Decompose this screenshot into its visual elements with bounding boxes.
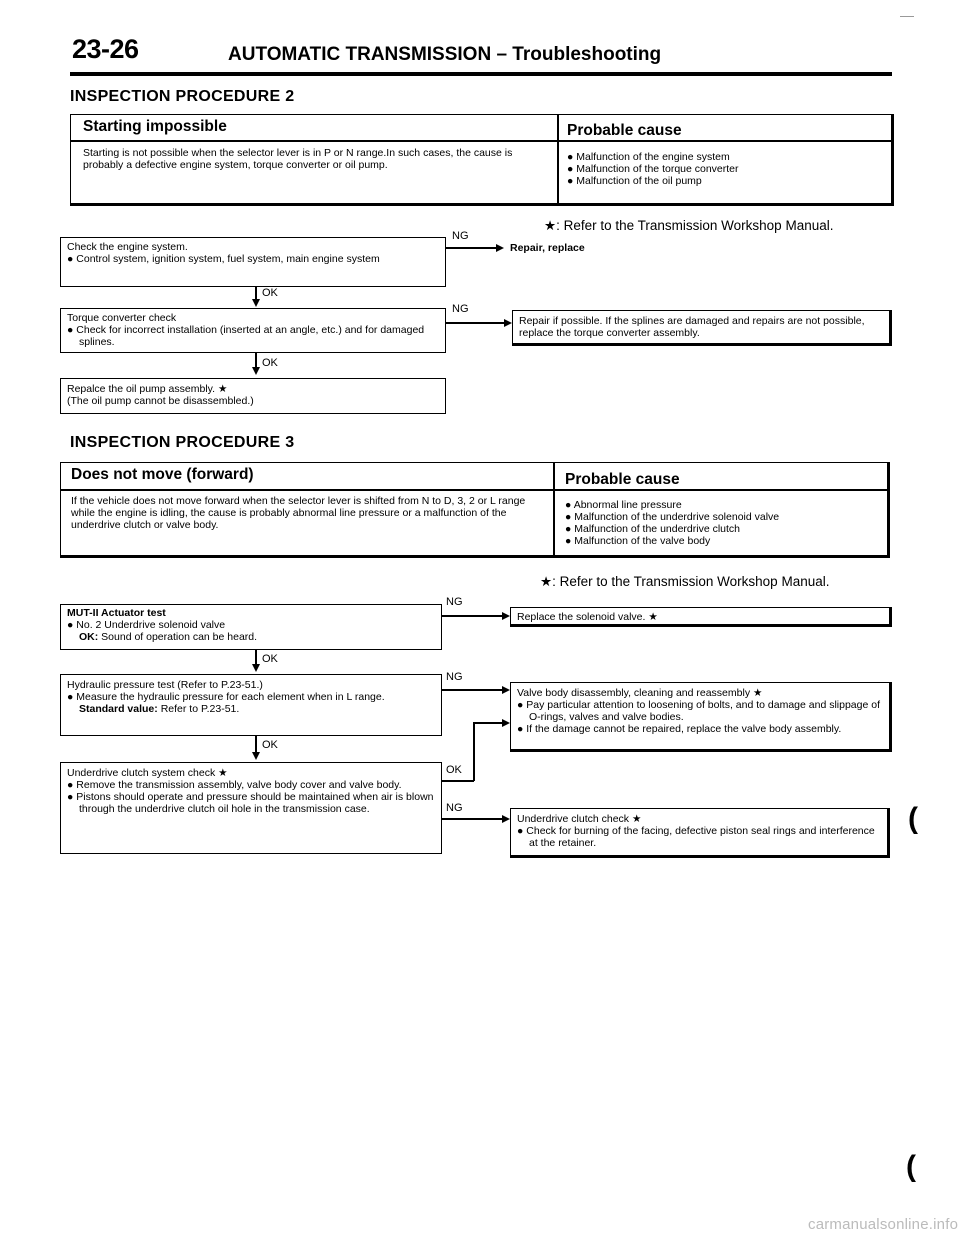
arrow-right xyxy=(504,319,512,327)
step-bullet: ● Control system, ignition system, fuel system, main engine system xyxy=(67,253,380,265)
step-bullet: ● Pay particular attention to loosening of bolts, and to damage and slippage of O-rings, valves and valve bodies. xyxy=(517,699,881,723)
proc3-manual-note: ★: Refer to the Transmission Workshop Manual. xyxy=(540,574,830,589)
proc2-step2-ng-box xyxy=(512,310,892,346)
proc2-step2-box xyxy=(60,308,446,353)
ok-label: OK xyxy=(262,653,278,665)
list-item: ● Malfunction of the torque converter xyxy=(567,163,739,175)
ok-label: OK xyxy=(262,739,278,751)
proc2-symptom-table xyxy=(70,114,894,206)
arrow-down xyxy=(252,752,260,760)
scan-artifact xyxy=(900,16,914,17)
step-title: Underdrive clutch system check ★ xyxy=(67,767,228,779)
scan-artifact: ( xyxy=(908,802,918,835)
proc3-step3-box xyxy=(60,762,442,854)
step-line: Repalce the oil pump assembly. ★ xyxy=(67,383,228,395)
list-item: ● Abnormal line pressure xyxy=(565,499,682,511)
ok-label: OK xyxy=(262,287,278,299)
proc3-symptom-desc: If the vehicle does not move forward when the selector lever is shifted from N to D, 3, 2 or L range while the engine is idling, the cause is probably abnormal line pressure or a malfunction of the underdrive clutch or valve body. xyxy=(71,495,526,531)
proc2-step1-box xyxy=(60,237,446,287)
list-item: ● Malfunction of the underdrive clutch xyxy=(565,523,741,535)
step-title: Hydraulic pressure test (Refer to P.23-51.) xyxy=(67,679,263,691)
proc3-step1-box xyxy=(60,604,442,650)
step-std-line: Standard value: Refer to P.23-51. xyxy=(79,703,240,715)
proc3-symptom: Does not move (forward) xyxy=(71,466,254,483)
arrow-right xyxy=(502,719,510,727)
step-title: Valve body disassembly, cleaning and reassembly ★ xyxy=(517,687,763,699)
proc2-symptom-desc: Starting is not possible when the selector lever is in P or N range.In such cases, the cause is probably a defective engine system, torque converter or oil pump. xyxy=(83,147,513,171)
step-title: MUT-II Actuator test xyxy=(67,607,166,619)
proc3-symptom-table xyxy=(60,462,890,558)
page-title: AUTOMATIC TRANSMISSION – Troubleshooting xyxy=(228,44,662,65)
step-ok-line: OK: Sound of operation can be heard. xyxy=(79,631,258,643)
ok-label: OK xyxy=(262,357,278,369)
arrow-right xyxy=(502,686,510,694)
list-item: ● Malfunction of the oil pump xyxy=(567,175,702,187)
step-title: Torque converter check xyxy=(67,312,177,324)
proc3-step2-box xyxy=(60,674,442,736)
ng-label: NG xyxy=(452,303,469,315)
proc2-step3-box xyxy=(60,378,446,414)
scan-artifact: ( xyxy=(906,1150,916,1183)
step-title: Underdrive clutch check ★ xyxy=(517,813,642,825)
arrow-right xyxy=(496,244,504,252)
proc2-title: INSPECTION PROCEDURE 2 xyxy=(70,88,295,105)
ng-label: NG xyxy=(446,596,463,608)
proc3-title: INSPECTION PROCEDURE 3 xyxy=(70,434,295,451)
proc2-cause-header: Probable cause xyxy=(567,122,682,139)
ng-label: NG xyxy=(452,230,469,242)
page-number: 23-26 xyxy=(72,34,139,64)
step-bullet: ● Check for burning of the facing, defective piston seal rings and interference at the retainer. xyxy=(517,825,875,849)
list-item: ● Malfunction of the valve body xyxy=(565,535,711,547)
step-bullet: ● Measure the hydraulic pressure for each element when in L range. xyxy=(67,691,385,703)
arrow-down xyxy=(252,367,260,375)
step-bullet: ● Check for incorrect installation (inserted at an angle, etc.) and for damaged splines. xyxy=(67,324,425,348)
proc3-step3-ng-box xyxy=(510,808,890,858)
proc3-step1-ng-action: Replace the solenoid valve. ★ xyxy=(517,611,658,623)
proc2-symptom: Starting impossible xyxy=(83,118,227,135)
ng-label: NG xyxy=(446,802,463,814)
ng-label: NG xyxy=(446,671,463,683)
step-title: Check the engine system. xyxy=(67,241,188,253)
list-item: ● Malfunction of the engine system xyxy=(567,151,730,163)
step-bullet: ● If the damage cannot be repaired, replace the valve body assembly. xyxy=(517,723,842,735)
footer-watermark: carmanualsonline.info xyxy=(808,1216,959,1233)
step-bullet: ● No. 2 Underdrive solenoid valve xyxy=(67,619,226,631)
proc2-step1-ng-action: Repair, replace xyxy=(510,242,585,254)
proc3-step1-ng-box xyxy=(510,607,892,627)
proc2-manual-note: ★: Refer to the Transmission Workshop Manual. xyxy=(544,218,834,233)
ok-label: OK xyxy=(446,764,462,776)
arrow-right xyxy=(502,815,510,823)
arrow-down xyxy=(252,299,260,307)
proc3-cause-list xyxy=(565,499,885,547)
step-line: (The oil pump cannot be disassembled.) xyxy=(67,395,254,407)
arrow-down xyxy=(252,664,260,672)
header-rule xyxy=(70,72,892,76)
proc2-cause-list xyxy=(567,151,887,187)
proc3-step2-ng-box xyxy=(510,682,892,752)
list-item: ● Malfunction of the underdrive solenoid valve xyxy=(565,511,780,523)
proc2-step2-ng-action: Repair if possible. If the splines are damaged and repairs are not possible, replace the torque converter assembly. xyxy=(519,315,865,339)
step-bullet: ● Remove the transmission assembly, valve body cover and valve body. xyxy=(67,779,402,791)
proc3-cause-header: Probable cause xyxy=(565,471,680,488)
step-bullet: ● Pistons should operate and pressure should be maintained when air is blown through the underdrive clutch oil hole in the transmission case. xyxy=(67,791,434,815)
arrow-right xyxy=(502,612,510,620)
